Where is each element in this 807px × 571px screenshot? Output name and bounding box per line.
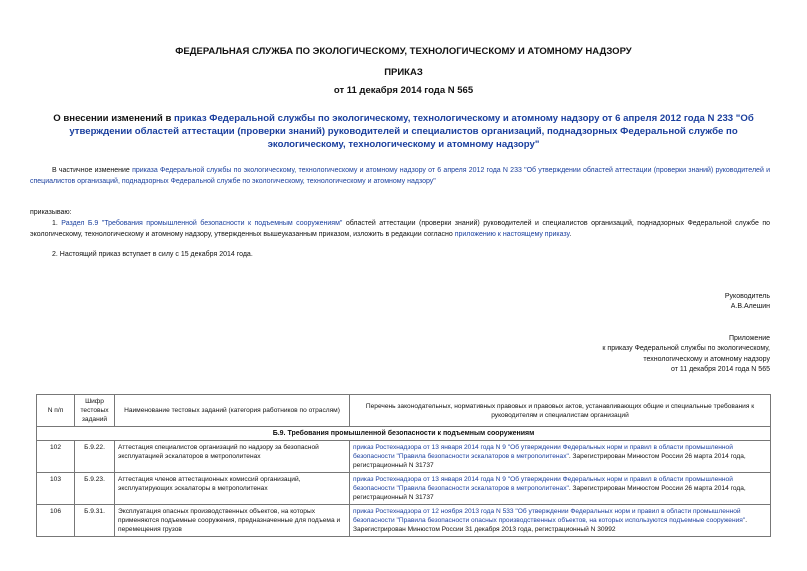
intro-link[interactable]: приказа Федеральной службы по экологическому, технологическому и атомному надзору от 6 апреля 2012 года N 233 "Об утверждении областей аттестации (проверки знаний) руководителей и специалистов организаций, поднадзорных Федеральной службе по экологическому, технологическому и атомному надзору"	[30, 167, 770, 185]
appendix-line-4: от 11 декабря 2014 года N 565	[670, 365, 770, 373]
item-2: 2. Настоящий приказ вступает в силу с 15 декабря 2014 года.	[52, 251, 253, 258]
row-code: Б.9.22.	[75, 441, 115, 473]
row-acts-text: . Зарегистрирован Минюстом России 26 марта 2014 года, регистрационный N 31737	[353, 453, 746, 469]
table-header-row	[37, 395, 771, 427]
row-acts-text: . Зарегистрирован Минюстом России 31 декабря 2013 года, регистрационный N 30992	[353, 517, 748, 533]
row-n: 103	[37, 473, 75, 505]
row-code: Б.9.23.	[75, 473, 115, 505]
item1-end: .	[569, 230, 572, 238]
row-acts	[350, 505, 771, 537]
date-heading: от 11 декабря 2014 года N 565	[333, 85, 474, 96]
agency-heading: ФЕДЕРАЛЬНАЯ СЛУЖБА ПО ЭКОЛОГИЧЕСКОМУ, ТЕХНОЛОГИЧЕСКОМУ И АТОМНОМУ НАДЗОРУ	[175, 46, 632, 57]
title-link[interactable]: приказ Федеральной службы по экологическому, технологическому и атомному надзору от 6 апреля 2012 года N 233 "Об утверждении областей аттестации (проверки знаний) руководителей и специалистов организаций, поднадзорных Федеральной службе по экологическому, технологическому и атомному надзору"	[69, 113, 754, 150]
signature-position: Руководитель	[724, 293, 770, 300]
row-acts	[350, 441, 771, 473]
item1-section-link[interactable]: Раздел Б.9 "Требования промышленной безопасности к подъемным сооружениям"	[61, 220, 343, 227]
document-title	[30, 112, 777, 151]
item1-text: областей аттестации (проверки знаний) руководителей и специалистов организаций, поднадзорных Федеральной службе по экологическому, технологическому и атомному надзору, утвержденных вышеуказанным приказом, изложить в редакции согласно	[30, 220, 771, 238]
intro-prefix: В частичное изменение	[52, 167, 133, 174]
row-name: Аттестация членов аттестационных комиссий организаций, эксплуатирующих эскалаторы в метрополитенах	[115, 473, 350, 505]
row-code: Б.9.31.	[75, 505, 115, 537]
row-name: Эксплуатация опасных производственных объектов, на которых применяются подъемные сооружения, предназначенные для подъема и перемещения грузов	[115, 505, 350, 537]
table-row	[37, 473, 771, 505]
appendix-line-2: к приказу Федеральной службы по экологическому,	[602, 345, 770, 353]
row-acts-link[interactable]: приказ Ростехнадзора от 13 января 2014 года N 9 "Об утверждении Федеральных норм и правил в области промышленной безопасности "Правила безопасности эскалаторов в метрополитенах"	[353, 444, 733, 460]
item1-num: 1.	[52, 220, 62, 227]
appendix-block	[602, 334, 770, 375]
row-acts	[350, 473, 771, 505]
item1-appendix-link[interactable]: приложению к настоящему приказу	[454, 230, 570, 238]
header-code: Шифр тестовых заданий	[75, 395, 115, 427]
row-acts-link[interactable]: приказ Ростехнадзора от 13 января 2014 года N 9 "Об утверждении Федеральных норм и правил в области промышленной безопасности "Правила безопасности эскалаторов в метрополитенах"	[353, 476, 733, 492]
header-n: N п/п	[37, 395, 75, 427]
appendix-table	[36, 394, 771, 537]
intro-paragraph	[30, 166, 770, 187]
row-n: 106	[37, 505, 75, 537]
appendix-line-1: Приложение	[728, 335, 770, 342]
signature-name: А.В.Алешин	[730, 303, 770, 310]
table-row	[37, 441, 771, 473]
table-row	[37, 505, 771, 537]
table-section-row	[37, 427, 771, 441]
row-acts-link[interactable]: приказ Ростехнадзора от 12 ноября 2013 года N 533 "Об утверждении Федеральных норм и правил в области промышленной безопасности "Правила безопасности опасных производственных объектов, на которых используются подъемные сооружения"	[353, 508, 746, 524]
doc-type-heading: ПРИКАЗ	[384, 67, 423, 78]
order-word: приказываю:	[30, 209, 72, 216]
appendix-line-3: технологическому и атомному надзору	[643, 355, 770, 363]
row-n: 102	[37, 441, 75, 473]
row-acts-text: . Зарегистрирован Минюстом России 26 марта 2014 года, регистрационный N 31737	[353, 485, 746, 501]
header-name: Наименование тестовых заданий (категория работников по отраслям)	[115, 395, 350, 427]
section-title: Б.9. Требования промышленной безопасности к подъемным сооружениям	[37, 427, 771, 441]
row-name: Аттестация специалистов организаций по надзору за безопасной эксплуатацией эскалаторов в метрополитенах	[115, 441, 350, 473]
title-prefix: О внесении изменений в	[53, 113, 175, 124]
item-1	[30, 219, 770, 240]
header-acts: Перечень законодательных, нормативных правовых и правовых актов, устанавливающих общие и специальные требования к руководителям и специалистам организаций	[350, 395, 771, 427]
